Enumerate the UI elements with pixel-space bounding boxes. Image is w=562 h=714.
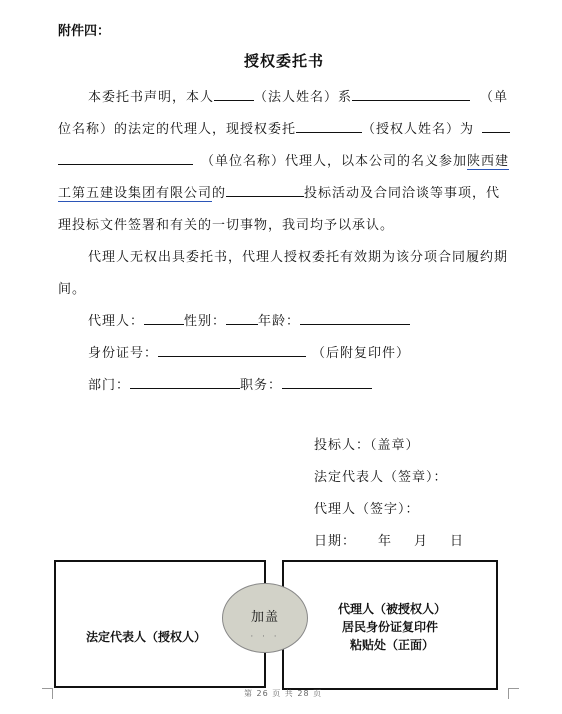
seal-circle <box>222 583 308 653</box>
seal-label: 加盖 <box>250 610 279 625</box>
date-year: 年 <box>378 534 393 549</box>
body-line-4 <box>58 182 500 201</box>
validity-line-1: 代理人无权出具委托书，代理人授权委托有效期为该分项合同履约期 <box>88 250 509 265</box>
department-label: 部门： <box>88 378 131 393</box>
agent-name-field[interactable] <box>144 312 184 325</box>
date-label: 日期： <box>314 534 357 549</box>
date-month: 月 <box>414 534 429 549</box>
date-day: 日 <box>450 534 465 549</box>
age-label: 年龄： <box>258 314 301 329</box>
agent-label: 代理人： <box>88 314 145 329</box>
bidder-seal: 投标人：（盖章） <box>314 438 420 453</box>
blank-agent-unit[interactable] <box>58 152 193 165</box>
body-text: （授权人姓名）为 <box>362 122 475 137</box>
company-name-part: 工第五建设集团有限公司 <box>58 186 213 201</box>
body-text: 投标活动及合同洽谈等事项，代 <box>304 186 501 201</box>
body-line-5: 理投标文件签署和有关的一切事物，我司均予以承认。 <box>58 218 395 233</box>
gender-field[interactable] <box>226 312 258 325</box>
document-title: 授权委托书 <box>244 52 325 70</box>
page-footer: 第 26 页 共 28 页 <box>244 689 323 698</box>
blank-project[interactable] <box>226 184 304 197</box>
id-number-label: 身份证号： <box>88 346 159 361</box>
blank-agent-name[interactable] <box>482 120 510 133</box>
body-line-3 <box>58 150 509 169</box>
body-text: 位名称）的法定的代理人，现授权委托 <box>58 122 297 137</box>
id-copy-label-2: 居民身份证复印件 <box>342 620 439 634</box>
id-number-field[interactable] <box>158 344 306 357</box>
company-name-part: 陕西建 <box>467 154 510 169</box>
body-text: 的 <box>212 186 227 201</box>
age-field[interactable] <box>300 312 410 325</box>
body-line-2 <box>58 118 510 137</box>
gender-label: 性别： <box>184 314 227 329</box>
department-field[interactable] <box>130 376 240 389</box>
body-text: （单 <box>480 90 509 105</box>
corner-mark-left <box>42 688 53 699</box>
id-copy-label-1: 代理人（被授权人） <box>338 602 447 616</box>
position-field[interactable] <box>282 376 372 389</box>
body-text: （法人姓名）系 <box>254 90 353 105</box>
id-note: （后附复印件） <box>312 346 411 361</box>
seal-dots: · · · <box>250 632 280 642</box>
validity-line-2: 间。 <box>58 282 87 297</box>
corner-mark-right <box>508 688 519 699</box>
position-label: 职务： <box>240 378 283 393</box>
blank-unit-name[interactable] <box>352 88 470 101</box>
body-text: 本委托书声明，本人 <box>88 90 215 105</box>
id-copy-label-3: 粘贴处（正面） <box>350 638 435 652</box>
blank-legal-name[interactable] <box>214 88 254 101</box>
body-line-1 <box>88 86 508 105</box>
date-line <box>314 530 464 549</box>
id-copy-box <box>282 560 498 690</box>
annex-label: 附件四： <box>58 24 111 39</box>
agent-signature: 代理人（签字）： <box>314 502 420 517</box>
body-text: （单位名称）代理人，以本公司的名义参加 <box>201 154 468 169</box>
legal-rep-signature: 法定代表人（签章）： <box>314 470 448 485</box>
blank-authorizer-name[interactable] <box>296 120 362 133</box>
department-row <box>88 374 372 393</box>
agent-info-row <box>88 310 410 329</box>
legal-rep-box-label: 法定代表人（授权人） <box>86 630 207 644</box>
id-number-row <box>88 342 410 361</box>
